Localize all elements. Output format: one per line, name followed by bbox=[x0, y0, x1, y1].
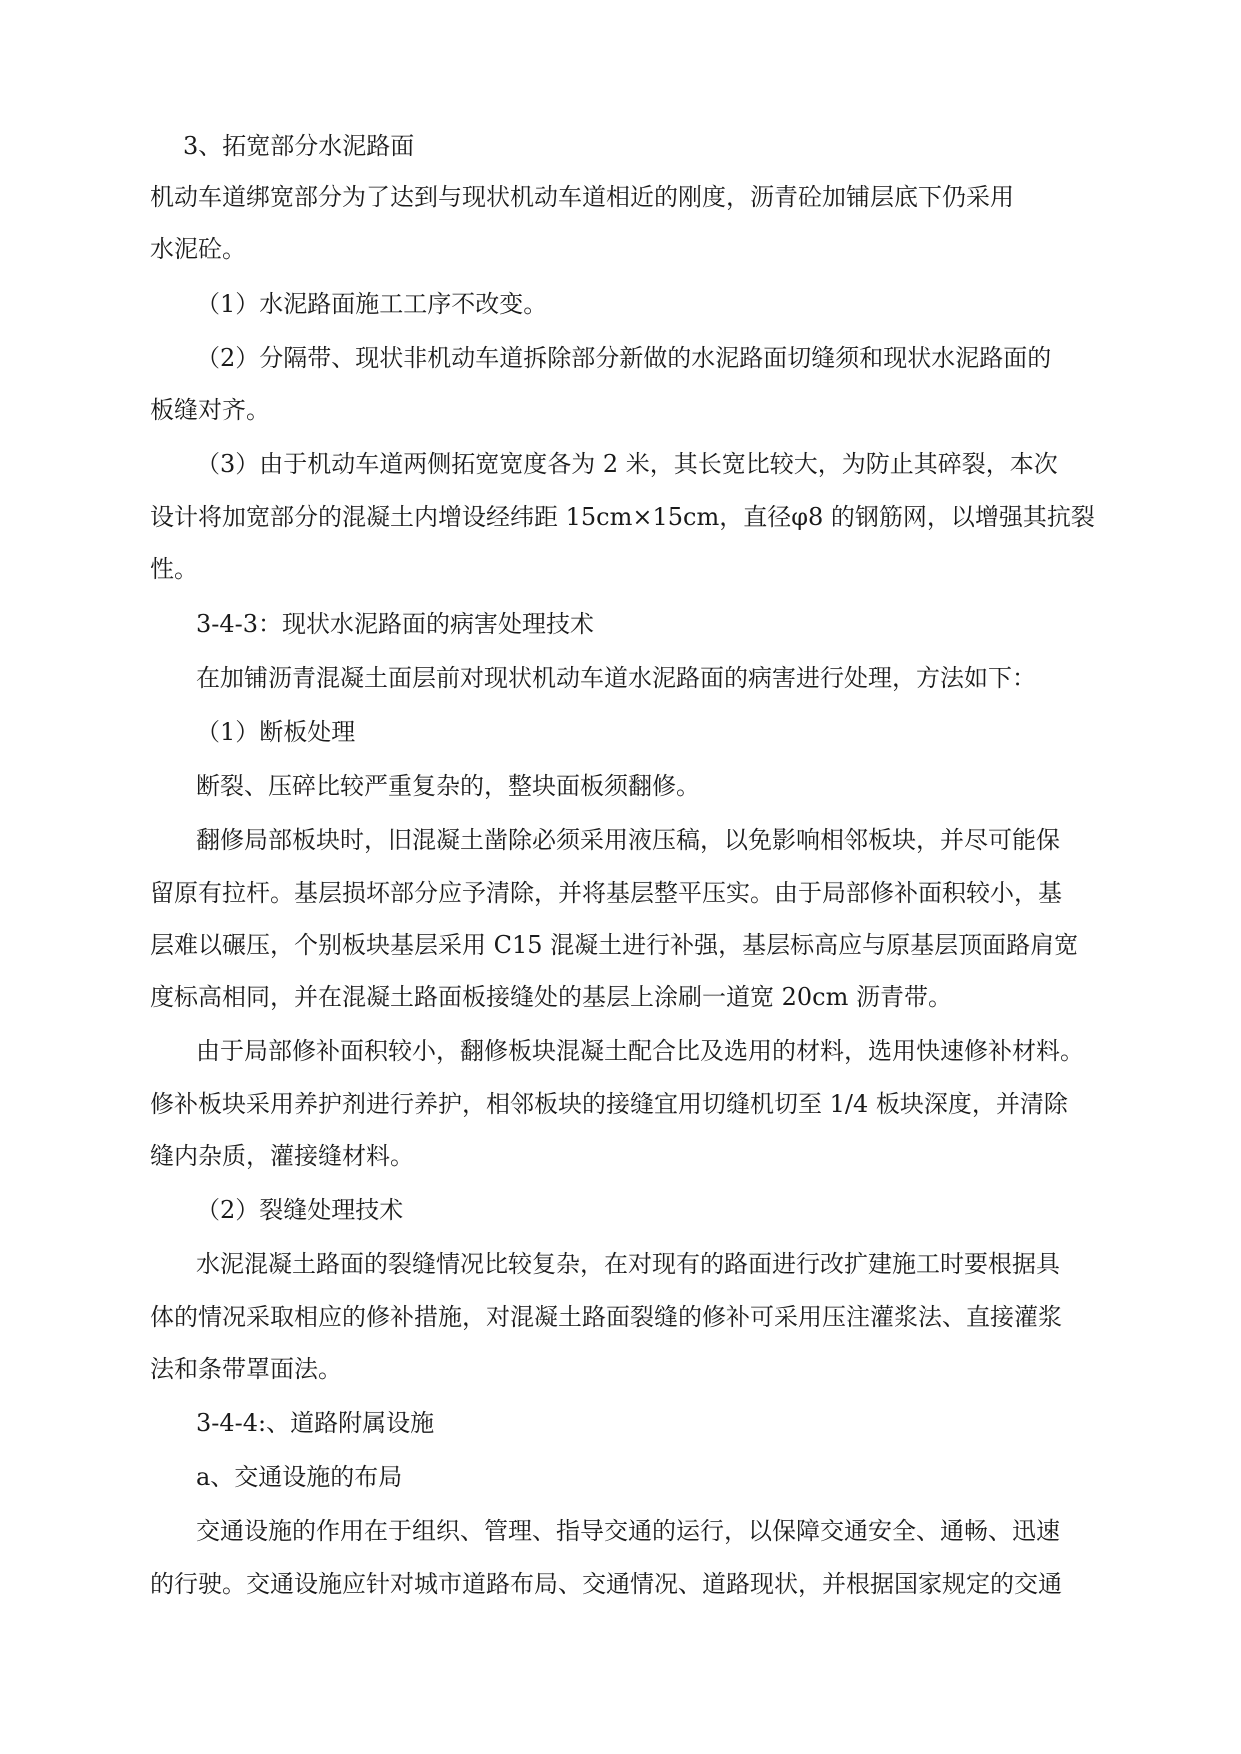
text-line: 度标高相同，并在混凝土路面板接缝处的基层上涂刷一道宽 20cm 沥青带。 bbox=[150, 983, 952, 1011]
text-line: 性。 bbox=[150, 555, 198, 583]
list-item: （1）水泥路面施工工序不改变。 bbox=[196, 290, 548, 318]
text-line: 断裂、压碎比较严重复杂的，整块面板须翻修。 bbox=[196, 772, 700, 800]
text-line: 在加铺沥青混凝土面层前对现状机动车道水泥路面的病害进行处理，方法如下： bbox=[196, 664, 1036, 692]
text-line: 设计将加宽部分的混凝土内增设经纬距 15cm×15cm，直径φ8 的钢筋网，以增强其抗裂 bbox=[150, 503, 1095, 531]
list-item: （2）裂缝处理技术 bbox=[196, 1196, 404, 1224]
text-line: 层难以碾压，个别板块基层采用 C15 混凝土进行补强，基层标高应与原基层顶面路肩宽 bbox=[150, 931, 1079, 959]
text-line: 水泥砼。 bbox=[150, 235, 246, 263]
list-item: （1）断板处理 bbox=[196, 718, 356, 746]
text-line: 留原有拉杆。基层损坏部分应予清除，并将基层整平压实。由于局部修补面积较小，基 bbox=[150, 879, 1062, 907]
list-item: （3）由于机动车道两侧拓宽宽度各为 2 米，其长宽比较大，为防止其碎裂，本次 bbox=[196, 450, 1058, 478]
text-line: 交通设施的作用在于组织、管理、指导交通的运行，以保障交通安全、通畅、迅速 bbox=[196, 1517, 1060, 1545]
text-line: 翻修局部板块时，旧混凝土凿除必须采用液压稿，以免影响相邻板块，并尽可能保 bbox=[196, 826, 1060, 854]
text-line: 机动车道绑宽部分为了达到与现状机动车道相近的刚度，沥青砼加铺层底下仍采用 bbox=[150, 183, 1014, 211]
text-line: 的行驶。交通设施应针对城市道路布局、交通情况、道路现状，并根据国家规定的交通 bbox=[150, 1570, 1062, 1598]
text-line: 法和条带罩面法。 bbox=[150, 1355, 342, 1383]
text-line: 修补板块采用养护剂进行养护，相邻板块的接缝宜用切缝机切至 1/4 板块深度，并清除 bbox=[150, 1090, 1068, 1118]
text-line: 缝内杂质，灌接缝材料。 bbox=[150, 1142, 414, 1170]
text-line: 板缝对齐。 bbox=[150, 396, 270, 424]
list-item: （2）分隔带、现状非机动车道拆除部分新做的水泥路面切缝须和现状水泥路面的 bbox=[196, 344, 1052, 372]
section-heading: 3、拓宽部分水泥路面 bbox=[183, 132, 415, 160]
section-heading: 3-4-4:、道路附属设施 bbox=[196, 1409, 435, 1437]
text-line: 体的情况采取相应的修补措施，对混凝土路面裂缝的修补可采用压注灌浆法、直接灌浆 bbox=[150, 1303, 1062, 1331]
section-heading: 3-4-3：现状水泥路面的病害处理技术 bbox=[196, 610, 595, 638]
list-item: a、交通设施的布局 bbox=[196, 1463, 403, 1491]
text-line: 由于局部修补面积较小，翻修板块混凝土配合比及选用的材料，选用快速修补材料。 bbox=[196, 1037, 1084, 1065]
text-line: 水泥混凝土路面的裂缝情况比较复杂，在对现有的路面进行改扩建施工时要根据具 bbox=[196, 1250, 1060, 1278]
